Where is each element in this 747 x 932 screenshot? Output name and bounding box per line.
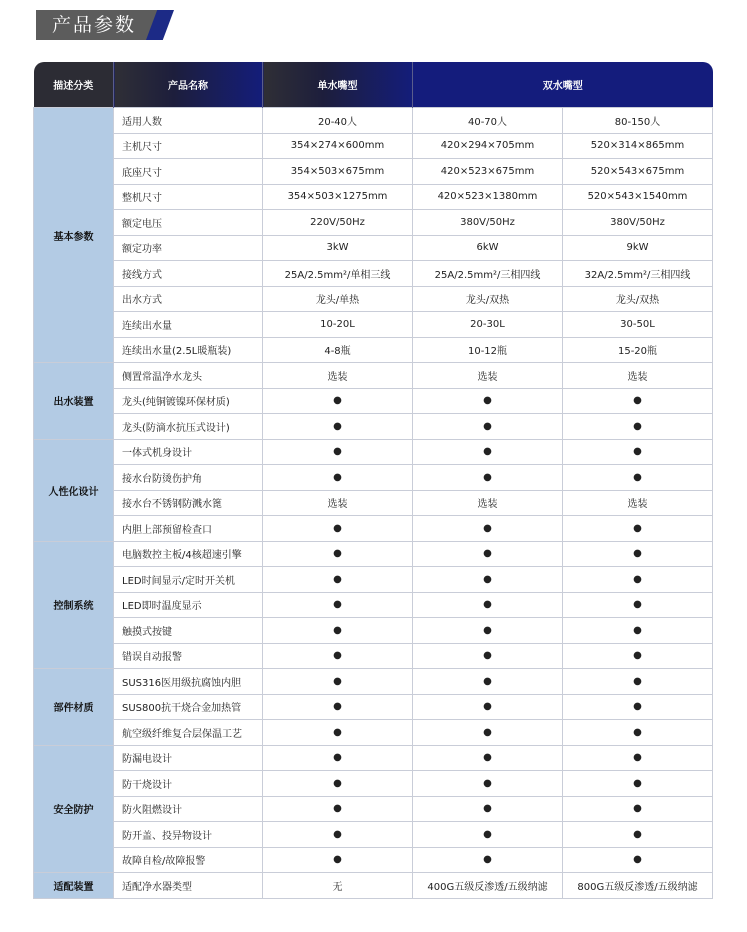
category-cell: 控制系统 [34, 541, 114, 669]
spec-name-cell: SUS800抗干烧合金加热管 [114, 694, 263, 720]
spec-value-cell: 25A/2.5mm²/三相四线 [413, 261, 563, 287]
table-row [34, 261, 713, 287]
spec-name-cell: 龙头(防滴水抗压式设计) [114, 414, 263, 440]
table-row [34, 235, 713, 261]
spec-value-cell: ● [413, 567, 563, 593]
spec-value-cell: 420×294×705mm [413, 133, 563, 159]
spec-value-cell: ● [263, 720, 413, 746]
spec-value-cell: 520×314×865mm [563, 133, 713, 159]
spec-value-cell: ● [563, 822, 713, 848]
spec-value-cell: ● [413, 771, 563, 797]
spec-name-cell: 防开盖、投异物设计 [114, 822, 263, 848]
spec-name-cell: 连续出水量 [114, 312, 263, 338]
spec-name-cell: 防漏电设计 [114, 745, 263, 771]
spec-value-cell: 354×503×1275mm [263, 184, 413, 210]
spec-value-cell: ● [413, 694, 563, 720]
spec-value-cell: ● [263, 694, 413, 720]
table-body [34, 108, 713, 899]
spec-value-cell: 15-20瓶 [563, 337, 713, 363]
spec-value-cell: ● [563, 567, 713, 593]
table-row [34, 873, 713, 899]
spec-value-cell: ● [263, 541, 413, 567]
spec-name-cell: 整机尺寸 [114, 184, 263, 210]
spec-value-cell: 20-30L [413, 312, 563, 338]
spec-value-cell: 354×274×600mm [263, 133, 413, 159]
spec-value-cell: 龙头/双热 [413, 286, 563, 312]
spec-value-cell: 选装 [563, 490, 713, 516]
spec-value-cell: ● [263, 516, 413, 542]
spec-name-cell: 主机尺寸 [114, 133, 263, 159]
spec-name-cell: 接水台不锈钢防溅水篦 [114, 490, 263, 516]
spec-value-cell: ● [563, 847, 713, 873]
header-single-spout: 单水嘴型 [263, 62, 413, 108]
spec-value-cell: ● [263, 388, 413, 414]
spec-value-cell: 龙头/双热 [563, 286, 713, 312]
spec-value-cell: ● [263, 567, 413, 593]
spec-value-cell: ● [563, 516, 713, 542]
spec-value-cell: ● [563, 541, 713, 567]
spec-value-cell: ● [413, 618, 563, 644]
spec-value-cell: ● [563, 414, 713, 440]
spec-value-cell: ● [413, 592, 563, 618]
spec-name-cell: 龙头(纯铜镀镍环保材质) [114, 388, 263, 414]
spec-name-cell: 侧置常温净水龙头 [114, 363, 263, 389]
spec-value-cell: 选装 [413, 363, 563, 389]
spec-value-cell: 400G五级反渗透/五级纳滤 [413, 873, 563, 899]
table-row [34, 618, 713, 644]
spec-name-cell: 额定电压 [114, 210, 263, 236]
table-row [34, 720, 713, 746]
table-row [34, 159, 713, 185]
table-row [34, 133, 713, 159]
spec-value-cell: 520×543×675mm [563, 159, 713, 185]
page-title: 产品参数 [52, 14, 137, 36]
spec-value-cell: ● [263, 796, 413, 822]
spec-name-cell: 内胆上部预留检查口 [114, 516, 263, 542]
spec-value-cell: ● [413, 745, 563, 771]
spec-name-cell: 防火阻燃设计 [114, 796, 263, 822]
spec-value-cell: ● [263, 771, 413, 797]
category-cell: 部件材质 [34, 669, 114, 746]
spec-value-cell: ● [413, 388, 563, 414]
spec-value-cell: ● [563, 694, 713, 720]
spec-value-cell: ● [263, 414, 413, 440]
spec-value-cell: 无 [263, 873, 413, 899]
table-row [34, 694, 713, 720]
spec-value-cell: ● [413, 516, 563, 542]
spec-value-cell: ● [413, 847, 563, 873]
spec-value-cell: ● [563, 771, 713, 797]
spec-value-cell: ● [263, 847, 413, 873]
table-row [34, 771, 713, 797]
table-row [34, 439, 713, 465]
table-row [34, 745, 713, 771]
spec-value-cell: 20-40人 [263, 108, 413, 134]
spec-value-cell: ● [563, 796, 713, 822]
table-row [34, 796, 713, 822]
spec-value-cell: ● [263, 745, 413, 771]
spec-value-cell: 354×503×675mm [263, 159, 413, 185]
table-row [34, 516, 713, 542]
table-row [34, 669, 713, 695]
table-row [34, 465, 713, 491]
spec-value-cell: ● [263, 618, 413, 644]
spec-value-cell: 800G五级反渗透/五级纳滤 [563, 873, 713, 899]
spec-value-cell: ● [413, 643, 563, 669]
spec-name-cell: 电脑数控主板/4核超速引擎 [114, 541, 263, 567]
spec-value-cell: ● [263, 592, 413, 618]
spec-name-cell: 故障自检/故障报警 [114, 847, 263, 873]
spec-value-cell: ● [263, 465, 413, 491]
table-header-row [34, 62, 713, 108]
header-category: 描述分类 [34, 62, 114, 108]
category-cell: 出水装置 [34, 363, 114, 440]
category-cell: 人性化设计 [34, 439, 114, 541]
table-row [34, 210, 713, 236]
header-product-name: 产品名称 [114, 62, 263, 108]
table-row [34, 414, 713, 440]
spec-value-cell: ● [563, 618, 713, 644]
spec-value-cell: ● [413, 669, 563, 695]
spec-value-cell: 选装 [563, 363, 713, 389]
spec-name-cell: 适用人数 [114, 108, 263, 134]
spec-value-cell: ● [413, 541, 563, 567]
table-row [34, 643, 713, 669]
spec-value-cell: 520×543×1540mm [563, 184, 713, 210]
spec-name-cell: 防干烧设计 [114, 771, 263, 797]
spec-value-cell: ● [413, 822, 563, 848]
spec-value-cell: 选装 [263, 363, 413, 389]
spec-name-cell: 错误自动报警 [114, 643, 263, 669]
spec-name-cell: LED时间显示/定时开关机 [114, 567, 263, 593]
spec-value-cell: ● [263, 822, 413, 848]
spec-value-cell: ● [413, 796, 563, 822]
spec-value-cell: ● [263, 643, 413, 669]
spec-value-cell: 380V/50Hz [413, 210, 563, 236]
spec-value-cell: ● [413, 465, 563, 491]
header-double-spout: 双水嘴型 [413, 62, 713, 108]
spec-name-cell: 触摸式按键 [114, 618, 263, 644]
table-row [34, 286, 713, 312]
category-cell: 适配装置 [34, 873, 114, 899]
spec-value-cell: 30-50L [563, 312, 713, 338]
spec-value-cell: ● [563, 592, 713, 618]
table-row [34, 847, 713, 873]
spec-name-cell: 一体式机身设计 [114, 439, 263, 465]
spec-name-cell: 接水台防烫伤护角 [114, 465, 263, 491]
table-row [34, 567, 713, 593]
table-row [34, 312, 713, 338]
spec-value-cell: ● [563, 465, 713, 491]
spec-name-cell: 适配净水器类型 [114, 873, 263, 899]
category-cell: 基本参数 [34, 108, 114, 363]
spec-value-cell: ● [563, 439, 713, 465]
category-cell: 安全防护 [34, 745, 114, 873]
spec-value-cell: ● [413, 720, 563, 746]
spec-value-cell: ● [563, 720, 713, 746]
spec-value-cell: 10-12瓶 [413, 337, 563, 363]
spec-value-cell: ● [263, 669, 413, 695]
table-row [34, 822, 713, 848]
spec-name-cell: LED即时温度显示 [114, 592, 263, 618]
spec-value-cell: ● [563, 388, 713, 414]
table-row [34, 592, 713, 618]
table-row [34, 388, 713, 414]
table-row [34, 363, 713, 389]
spec-value-cell: 选装 [263, 490, 413, 516]
spec-value-cell: ● [413, 414, 563, 440]
spec-value-cell: 龙头/单热 [263, 286, 413, 312]
spec-value-cell: 4-8瓶 [263, 337, 413, 363]
spec-value-cell: 选装 [413, 490, 563, 516]
table-row [34, 108, 713, 134]
spec-value-cell: 9kW [563, 235, 713, 261]
spec-value-cell: 80-150人 [563, 108, 713, 134]
spec-value-cell: 32A/2.5mm²/三相四线 [563, 261, 713, 287]
table-row [34, 490, 713, 516]
spec-name-cell: 连续出水量(2.5L暖瓶装) [114, 337, 263, 363]
spec-value-cell: 3kW [263, 235, 413, 261]
spec-name-cell: 航空级纤维复合层保温工艺 [114, 720, 263, 746]
spec-name-cell: 出水方式 [114, 286, 263, 312]
spec-value-cell: ● [413, 439, 563, 465]
spec-name-cell: 接线方式 [114, 261, 263, 287]
spec-value-cell: 420×523×675mm [413, 159, 563, 185]
spec-value-cell: 40-70人 [413, 108, 563, 134]
spec-value-cell: 220V/50Hz [263, 210, 413, 236]
spec-value-cell: 10-20L [263, 312, 413, 338]
spec-value-cell: 6kW [413, 235, 563, 261]
spec-value-cell: ● [563, 745, 713, 771]
spec-value-cell: 25A/2.5mm²/单相三线 [263, 261, 413, 287]
spec-name-cell: SUS316医用级抗腐蚀内胆 [114, 669, 263, 695]
spec-value-cell: 380V/50Hz [563, 210, 713, 236]
spec-value-cell: 420×523×1380mm [413, 184, 563, 210]
spec-name-cell: 额定功率 [114, 235, 263, 261]
spec-value-cell: ● [563, 669, 713, 695]
table-row [34, 337, 713, 363]
spec-name-cell: 底座尺寸 [114, 159, 263, 185]
table-row [34, 541, 713, 567]
spec-value-cell: ● [563, 643, 713, 669]
spec-table [33, 62, 713, 899]
table-row [34, 184, 713, 210]
spec-value-cell: ● [263, 439, 413, 465]
